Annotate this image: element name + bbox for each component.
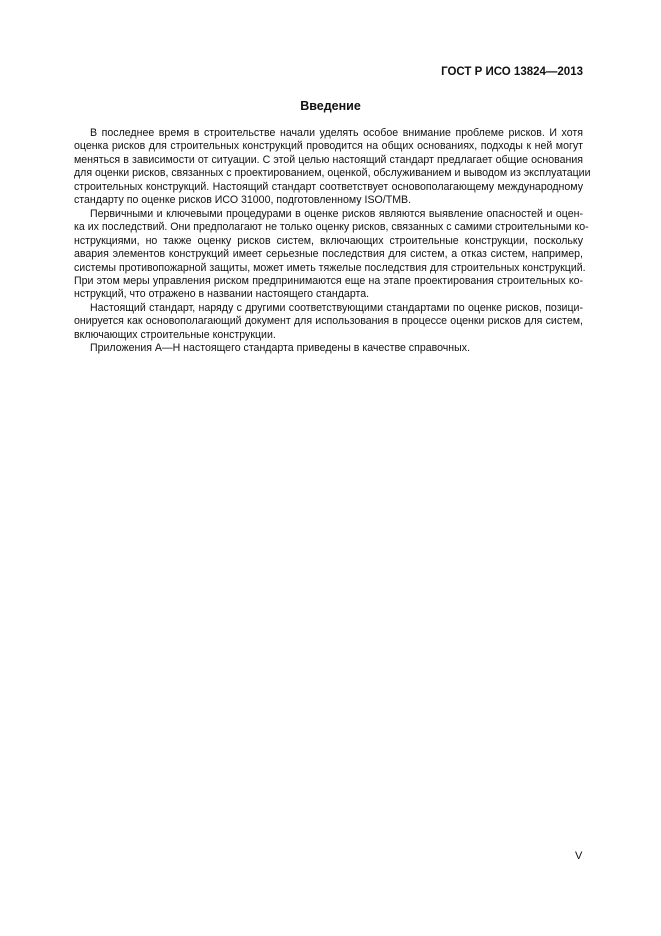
text-line: строительных конструкций. Настоящий стандарт соответствует основополагающему международному <box>74 180 583 193</box>
text-line: авария элементов конструкций имеет серьезные последствия для систем, а отказ систем, например, <box>74 248 583 261</box>
text-line: ка их последствий. Они предполагают не только оценку рисков, связанных с самими строительными ко- <box>74 221 589 234</box>
text-line: включающих строительные конструкции. <box>74 328 276 341</box>
text-line: меняться в зависимости от ситуации. С этой целью настоящий стандарт предлагает общие основания <box>74 153 583 166</box>
page-number: V <box>575 850 583 862</box>
text-line: Настоящий стандарт, наряду с другими соответствующими стандартами по оценке рисков, позици- <box>90 301 583 314</box>
document-code-header: ГОСТ Р ИСО 13824—2013 <box>441 66 583 78</box>
text-line: оценка рисков для строительных конструкций проводится на общих основаниях, подходы к ней могут <box>74 140 583 153</box>
text-line: нструкциями, но также оценку рисков систем, включающих строительные конструкции, поскольку <box>74 234 583 247</box>
text-line: При этом меры управления риском предпринимаются еще на этапе проектирования строительных ко- <box>74 274 583 287</box>
paragraph <box>74 302 583 342</box>
text-line: системы противопожарной защиты, может иметь тяжелые последствия для строительных конструкций. <box>74 261 586 274</box>
text-line: нструкций, что отражено в названии настоящего стандарта. <box>74 288 370 301</box>
paragraph <box>74 207 589 302</box>
document-body <box>74 127 591 356</box>
text-line: Первичными и ключевыми процедурами в оценке рисков являются выявление опасностей и оцен- <box>90 207 583 220</box>
text-line: для оценки рисков, связанных с проектированием, оценкой, обслуживанием и выводом из эксплуатации <box>74 167 591 180</box>
paragraph <box>74 127 591 208</box>
paragraph <box>74 342 583 355</box>
text-line: онируется как основополагающий документ для использования в процессе оценки рисков для систем, <box>74 315 583 328</box>
text-line: стандарту по оценке рисков ИСО 31000, подготовленному ISO/TMB. <box>74 194 412 207</box>
text-line: В последнее время в строительстве начали уделять особое внимание проблеме рисков. И хотя <box>90 127 583 139</box>
text-line: Приложения А—Н настоящего стандарта приведены в качестве справочных. <box>90 342 471 355</box>
section-title: Введение <box>300 99 361 113</box>
